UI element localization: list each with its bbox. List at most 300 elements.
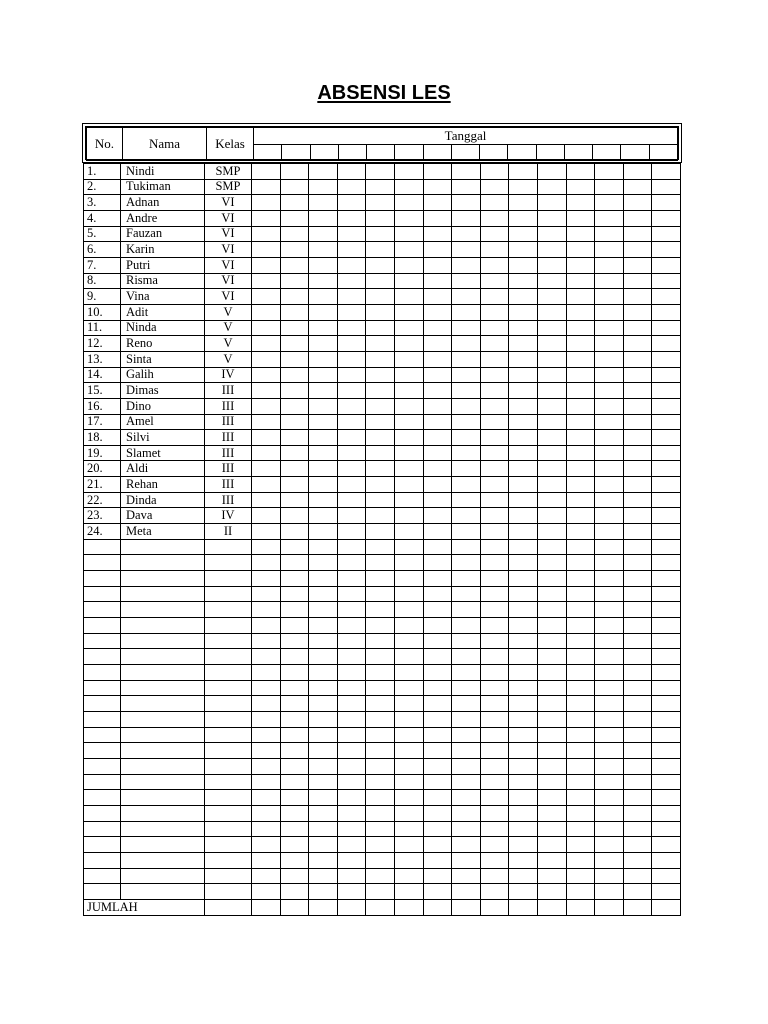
attendance-cell[interactable] bbox=[252, 618, 281, 634]
attendance-cell[interactable] bbox=[566, 242, 595, 258]
attendance-cell[interactable] bbox=[423, 696, 452, 712]
attendance-cell[interactable] bbox=[252, 242, 281, 258]
attendance-cell[interactable] bbox=[337, 680, 366, 696]
attendance-cell[interactable] bbox=[452, 226, 481, 242]
attendance-cell[interactable] bbox=[509, 257, 538, 273]
attendance-cell[interactable] bbox=[280, 461, 309, 477]
attendance-cell[interactable] bbox=[366, 336, 395, 352]
attendance-cell[interactable] bbox=[337, 257, 366, 273]
attendance-cell[interactable] bbox=[652, 210, 681, 226]
attendance-cell[interactable] bbox=[509, 508, 538, 524]
jumlah-cell[interactable] bbox=[337, 899, 366, 915]
attendance-cell[interactable] bbox=[509, 461, 538, 477]
attendance-cell[interactable] bbox=[652, 665, 681, 681]
attendance-cell[interactable] bbox=[309, 336, 338, 352]
attendance-cell[interactable] bbox=[252, 179, 281, 195]
attendance-cell[interactable] bbox=[509, 618, 538, 634]
attendance-cell[interactable] bbox=[394, 304, 423, 320]
attendance-cell[interactable] bbox=[623, 492, 652, 508]
attendance-cell[interactable] bbox=[623, 774, 652, 790]
attendance-cell[interactable] bbox=[537, 257, 566, 273]
attendance-cell[interactable] bbox=[566, 696, 595, 712]
attendance-cell[interactable] bbox=[537, 179, 566, 195]
attendance-cell[interactable] bbox=[252, 336, 281, 352]
attendance-cell[interactable] bbox=[252, 743, 281, 759]
attendance-cell[interactable] bbox=[452, 273, 481, 289]
attendance-cell[interactable] bbox=[423, 884, 452, 900]
attendance-cell[interactable] bbox=[366, 492, 395, 508]
attendance-cell[interactable] bbox=[309, 273, 338, 289]
attendance-cell[interactable] bbox=[394, 273, 423, 289]
attendance-cell[interactable] bbox=[252, 273, 281, 289]
attendance-cell[interactable] bbox=[537, 430, 566, 446]
attendance-cell[interactable] bbox=[452, 571, 481, 587]
attendance-cell[interactable] bbox=[595, 805, 624, 821]
attendance-cell[interactable] bbox=[452, 336, 481, 352]
attendance-cell[interactable] bbox=[623, 711, 652, 727]
attendance-cell[interactable] bbox=[366, 586, 395, 602]
attendance-cell[interactable] bbox=[509, 821, 538, 837]
attendance-cell[interactable] bbox=[509, 195, 538, 211]
attendance-cell[interactable] bbox=[452, 351, 481, 367]
attendance-cell[interactable] bbox=[394, 790, 423, 806]
attendance-cell[interactable] bbox=[652, 805, 681, 821]
attendance-cell[interactable] bbox=[480, 508, 509, 524]
jumlah-cell[interactable] bbox=[366, 899, 395, 915]
attendance-cell[interactable] bbox=[252, 790, 281, 806]
attendance-cell[interactable] bbox=[452, 210, 481, 226]
attendance-cell[interactable] bbox=[280, 226, 309, 242]
attendance-cell[interactable] bbox=[509, 665, 538, 681]
attendance-cell[interactable] bbox=[394, 758, 423, 774]
attendance-cell[interactable] bbox=[452, 242, 481, 258]
attendance-cell[interactable] bbox=[566, 273, 595, 289]
attendance-cell[interactable] bbox=[252, 461, 281, 477]
attendance-cell[interactable] bbox=[280, 696, 309, 712]
attendance-cell[interactable] bbox=[309, 430, 338, 446]
attendance-cell[interactable] bbox=[652, 852, 681, 868]
attendance-cell[interactable] bbox=[337, 195, 366, 211]
attendance-cell[interactable] bbox=[652, 696, 681, 712]
attendance-cell[interactable] bbox=[309, 586, 338, 602]
attendance-cell[interactable] bbox=[309, 680, 338, 696]
attendance-cell[interactable] bbox=[623, 445, 652, 461]
attendance-cell[interactable] bbox=[280, 805, 309, 821]
attendance-cell[interactable] bbox=[452, 304, 481, 320]
attendance-cell[interactable] bbox=[280, 571, 309, 587]
attendance-cell[interactable] bbox=[652, 618, 681, 634]
attendance-cell[interactable] bbox=[652, 586, 681, 602]
attendance-cell[interactable] bbox=[423, 508, 452, 524]
attendance-cell[interactable] bbox=[652, 289, 681, 305]
attendance-cell[interactable] bbox=[394, 398, 423, 414]
attendance-cell[interactable] bbox=[394, 586, 423, 602]
attendance-cell[interactable] bbox=[423, 492, 452, 508]
attendance-cell[interactable] bbox=[537, 790, 566, 806]
attendance-cell[interactable] bbox=[452, 680, 481, 696]
attendance-cell[interactable] bbox=[252, 852, 281, 868]
attendance-cell[interactable] bbox=[423, 602, 452, 618]
attendance-cell[interactable] bbox=[652, 273, 681, 289]
attendance-cell[interactable] bbox=[366, 367, 395, 383]
attendance-cell[interactable] bbox=[509, 649, 538, 665]
attendance-cell[interactable] bbox=[652, 884, 681, 900]
attendance-cell[interactable] bbox=[423, 383, 452, 399]
attendance-cell[interactable] bbox=[309, 257, 338, 273]
attendance-cell[interactable] bbox=[337, 524, 366, 540]
attendance-cell[interactable] bbox=[623, 790, 652, 806]
attendance-cell[interactable] bbox=[394, 336, 423, 352]
attendance-cell[interactable] bbox=[537, 195, 566, 211]
attendance-cell[interactable] bbox=[509, 289, 538, 305]
attendance-cell[interactable] bbox=[509, 164, 538, 180]
attendance-cell[interactable] bbox=[652, 320, 681, 336]
attendance-cell[interactable] bbox=[480, 445, 509, 461]
attendance-cell[interactable] bbox=[595, 539, 624, 555]
attendance-cell[interactable] bbox=[280, 758, 309, 774]
attendance-cell[interactable] bbox=[337, 508, 366, 524]
attendance-cell[interactable] bbox=[566, 555, 595, 571]
attendance-cell[interactable] bbox=[452, 398, 481, 414]
attendance-cell[interactable] bbox=[652, 492, 681, 508]
attendance-cell[interactable] bbox=[595, 680, 624, 696]
attendance-cell[interactable] bbox=[337, 649, 366, 665]
attendance-cell[interactable] bbox=[423, 571, 452, 587]
attendance-cell[interactable] bbox=[337, 743, 366, 759]
attendance-cell[interactable] bbox=[623, 430, 652, 446]
attendance-cell[interactable] bbox=[452, 821, 481, 837]
attendance-cell[interactable] bbox=[480, 210, 509, 226]
attendance-cell[interactable] bbox=[595, 555, 624, 571]
attendance-cell[interactable] bbox=[366, 618, 395, 634]
attendance-cell[interactable] bbox=[366, 320, 395, 336]
attendance-cell[interactable] bbox=[566, 758, 595, 774]
attendance-cell[interactable] bbox=[337, 821, 366, 837]
attendance-cell[interactable] bbox=[366, 633, 395, 649]
attendance-cell[interactable] bbox=[595, 336, 624, 352]
attendance-cell[interactable] bbox=[423, 414, 452, 430]
attendance-cell[interactable] bbox=[337, 414, 366, 430]
jumlah-cell[interactable] bbox=[280, 899, 309, 915]
attendance-cell[interactable] bbox=[623, 555, 652, 571]
attendance-cell[interactable] bbox=[452, 727, 481, 743]
attendance-cell[interactable] bbox=[509, 790, 538, 806]
attendance-cell[interactable] bbox=[309, 821, 338, 837]
attendance-cell[interactable] bbox=[366, 179, 395, 195]
attendance-cell[interactable] bbox=[566, 711, 595, 727]
attendance-cell[interactable] bbox=[537, 398, 566, 414]
attendance-cell[interactable] bbox=[366, 852, 395, 868]
attendance-cell[interactable] bbox=[309, 477, 338, 493]
attendance-cell[interactable] bbox=[566, 524, 595, 540]
attendance-cell[interactable] bbox=[366, 164, 395, 180]
attendance-cell[interactable] bbox=[480, 367, 509, 383]
attendance-cell[interactable] bbox=[309, 805, 338, 821]
attendance-cell[interactable] bbox=[252, 351, 281, 367]
attendance-cell[interactable] bbox=[452, 555, 481, 571]
attendance-cell[interactable] bbox=[252, 868, 281, 884]
attendance-cell[interactable] bbox=[394, 633, 423, 649]
attendance-cell[interactable] bbox=[537, 837, 566, 853]
attendance-cell[interactable] bbox=[366, 414, 395, 430]
attendance-cell[interactable] bbox=[623, 164, 652, 180]
attendance-cell[interactable] bbox=[537, 649, 566, 665]
attendance-cell[interactable] bbox=[480, 289, 509, 305]
attendance-cell[interactable] bbox=[623, 320, 652, 336]
attendance-cell[interactable] bbox=[280, 665, 309, 681]
attendance-cell[interactable] bbox=[423, 539, 452, 555]
attendance-cell[interactable] bbox=[452, 257, 481, 273]
attendance-cell[interactable] bbox=[280, 884, 309, 900]
attendance-cell[interactable] bbox=[452, 837, 481, 853]
attendance-cell[interactable] bbox=[280, 492, 309, 508]
attendance-cell[interactable] bbox=[452, 164, 481, 180]
attendance-cell[interactable] bbox=[623, 226, 652, 242]
attendance-cell[interactable] bbox=[337, 790, 366, 806]
attendance-cell[interactable] bbox=[623, 383, 652, 399]
attendance-cell[interactable] bbox=[566, 383, 595, 399]
attendance-cell[interactable] bbox=[452, 868, 481, 884]
attendance-cell[interactable] bbox=[423, 727, 452, 743]
jumlah-cell[interactable] bbox=[623, 899, 652, 915]
attendance-cell[interactable] bbox=[623, 837, 652, 853]
attendance-cell[interactable] bbox=[337, 430, 366, 446]
attendance-cell[interactable] bbox=[509, 304, 538, 320]
attendance-cell[interactable] bbox=[509, 398, 538, 414]
attendance-cell[interactable] bbox=[566, 837, 595, 853]
attendance-cell[interactable] bbox=[480, 524, 509, 540]
attendance-cell[interactable] bbox=[452, 586, 481, 602]
attendance-cell[interactable] bbox=[423, 852, 452, 868]
attendance-cell[interactable] bbox=[452, 367, 481, 383]
attendance-cell[interactable] bbox=[595, 649, 624, 665]
attendance-cell[interactable] bbox=[280, 336, 309, 352]
attendance-cell[interactable] bbox=[537, 868, 566, 884]
attendance-cell[interactable] bbox=[366, 524, 395, 540]
attendance-cell[interactable] bbox=[309, 539, 338, 555]
attendance-cell[interactable] bbox=[480, 665, 509, 681]
attendance-cell[interactable] bbox=[423, 179, 452, 195]
attendance-cell[interactable] bbox=[309, 508, 338, 524]
attendance-cell[interactable] bbox=[252, 304, 281, 320]
attendance-cell[interactable] bbox=[366, 226, 395, 242]
attendance-cell[interactable] bbox=[280, 524, 309, 540]
attendance-cell[interactable] bbox=[595, 774, 624, 790]
attendance-cell[interactable] bbox=[652, 868, 681, 884]
attendance-cell[interactable] bbox=[509, 711, 538, 727]
attendance-cell[interactable] bbox=[623, 618, 652, 634]
attendance-cell[interactable] bbox=[366, 774, 395, 790]
attendance-cell[interactable] bbox=[452, 618, 481, 634]
attendance-cell[interactable] bbox=[652, 758, 681, 774]
attendance-cell[interactable] bbox=[480, 336, 509, 352]
attendance-cell[interactable] bbox=[509, 414, 538, 430]
attendance-cell[interactable] bbox=[252, 477, 281, 493]
attendance-cell[interactable] bbox=[509, 367, 538, 383]
attendance-cell[interactable] bbox=[394, 461, 423, 477]
attendance-cell[interactable] bbox=[566, 884, 595, 900]
attendance-cell[interactable] bbox=[337, 539, 366, 555]
attendance-cell[interactable] bbox=[309, 195, 338, 211]
attendance-cell[interactable] bbox=[537, 524, 566, 540]
attendance-cell[interactable] bbox=[652, 680, 681, 696]
attendance-cell[interactable] bbox=[537, 508, 566, 524]
attendance-cell[interactable] bbox=[652, 336, 681, 352]
attendance-cell[interactable] bbox=[566, 257, 595, 273]
attendance-cell[interactable] bbox=[280, 633, 309, 649]
attendance-cell[interactable] bbox=[366, 430, 395, 446]
attendance-cell[interactable] bbox=[423, 790, 452, 806]
attendance-cell[interactable] bbox=[252, 524, 281, 540]
attendance-cell[interactable] bbox=[566, 649, 595, 665]
attendance-cell[interactable] bbox=[652, 226, 681, 242]
attendance-cell[interactable] bbox=[309, 492, 338, 508]
attendance-cell[interactable] bbox=[566, 320, 595, 336]
attendance-cell[interactable] bbox=[623, 398, 652, 414]
attendance-cell[interactable] bbox=[537, 884, 566, 900]
attendance-cell[interactable] bbox=[595, 665, 624, 681]
attendance-cell[interactable] bbox=[309, 665, 338, 681]
attendance-cell[interactable] bbox=[480, 242, 509, 258]
attendance-cell[interactable] bbox=[480, 304, 509, 320]
attendance-cell[interactable] bbox=[309, 289, 338, 305]
attendance-cell[interactable] bbox=[652, 164, 681, 180]
attendance-cell[interactable] bbox=[280, 164, 309, 180]
attendance-cell[interactable] bbox=[509, 805, 538, 821]
attendance-cell[interactable] bbox=[394, 508, 423, 524]
attendance-cell[interactable] bbox=[366, 539, 395, 555]
attendance-cell[interactable] bbox=[623, 257, 652, 273]
attendance-cell[interactable] bbox=[595, 618, 624, 634]
attendance-cell[interactable] bbox=[537, 336, 566, 352]
attendance-cell[interactable] bbox=[480, 273, 509, 289]
attendance-cell[interactable] bbox=[337, 492, 366, 508]
attendance-cell[interactable] bbox=[595, 602, 624, 618]
attendance-cell[interactable] bbox=[252, 210, 281, 226]
jumlah-cell[interactable] bbox=[480, 899, 509, 915]
attendance-cell[interactable] bbox=[394, 210, 423, 226]
attendance-cell[interactable] bbox=[252, 805, 281, 821]
attendance-cell[interactable] bbox=[595, 304, 624, 320]
attendance-cell[interactable] bbox=[423, 461, 452, 477]
attendance-cell[interactable] bbox=[423, 304, 452, 320]
attendance-cell[interactable] bbox=[252, 633, 281, 649]
attendance-cell[interactable] bbox=[623, 633, 652, 649]
attendance-cell[interactable] bbox=[394, 618, 423, 634]
attendance-cell[interactable] bbox=[366, 680, 395, 696]
attendance-cell[interactable] bbox=[309, 868, 338, 884]
attendance-cell[interactable] bbox=[366, 445, 395, 461]
attendance-cell[interactable] bbox=[595, 837, 624, 853]
attendance-cell[interactable] bbox=[537, 743, 566, 759]
attendance-cell[interactable] bbox=[423, 868, 452, 884]
attendance-cell[interactable] bbox=[394, 711, 423, 727]
attendance-cell[interactable] bbox=[623, 539, 652, 555]
attendance-cell[interactable] bbox=[337, 383, 366, 399]
attendance-cell[interactable] bbox=[252, 696, 281, 712]
attendance-cell[interactable] bbox=[280, 649, 309, 665]
attendance-cell[interactable] bbox=[595, 383, 624, 399]
attendance-cell[interactable] bbox=[366, 696, 395, 712]
attendance-cell[interactable] bbox=[423, 524, 452, 540]
attendance-cell[interactable] bbox=[394, 852, 423, 868]
attendance-cell[interactable] bbox=[366, 210, 395, 226]
jumlah-cell[interactable] bbox=[566, 899, 595, 915]
attendance-cell[interactable] bbox=[509, 210, 538, 226]
attendance-cell[interactable] bbox=[537, 320, 566, 336]
attendance-cell[interactable] bbox=[652, 711, 681, 727]
attendance-cell[interactable] bbox=[280, 508, 309, 524]
attendance-cell[interactable] bbox=[595, 461, 624, 477]
attendance-cell[interactable] bbox=[423, 398, 452, 414]
attendance-cell[interactable] bbox=[337, 210, 366, 226]
attendance-cell[interactable] bbox=[537, 805, 566, 821]
attendance-cell[interactable] bbox=[252, 649, 281, 665]
attendance-cell[interactable] bbox=[537, 633, 566, 649]
attendance-cell[interactable] bbox=[480, 226, 509, 242]
attendance-cell[interactable] bbox=[480, 164, 509, 180]
attendance-cell[interactable] bbox=[366, 304, 395, 320]
attendance-cell[interactable] bbox=[252, 586, 281, 602]
attendance-cell[interactable] bbox=[366, 289, 395, 305]
attendance-cell[interactable] bbox=[394, 727, 423, 743]
attendance-cell[interactable] bbox=[452, 195, 481, 211]
attendance-cell[interactable] bbox=[280, 790, 309, 806]
attendance-cell[interactable] bbox=[423, 242, 452, 258]
attendance-cell[interactable] bbox=[337, 351, 366, 367]
attendance-cell[interactable] bbox=[337, 461, 366, 477]
attendance-cell[interactable] bbox=[394, 524, 423, 540]
jumlah-cell[interactable] bbox=[309, 899, 338, 915]
attendance-cell[interactable] bbox=[509, 242, 538, 258]
attendance-cell[interactable] bbox=[480, 398, 509, 414]
attendance-cell[interactable] bbox=[623, 242, 652, 258]
attendance-cell[interactable] bbox=[480, 837, 509, 853]
attendance-cell[interactable] bbox=[394, 414, 423, 430]
attendance-cell[interactable] bbox=[452, 461, 481, 477]
attendance-cell[interactable] bbox=[509, 477, 538, 493]
attendance-cell[interactable] bbox=[595, 727, 624, 743]
attendance-cell[interactable] bbox=[652, 571, 681, 587]
attendance-cell[interactable] bbox=[566, 336, 595, 352]
attendance-cell[interactable] bbox=[366, 571, 395, 587]
attendance-cell[interactable] bbox=[452, 445, 481, 461]
attendance-cell[interactable] bbox=[337, 805, 366, 821]
attendance-cell[interactable] bbox=[280, 351, 309, 367]
attendance-cell[interactable] bbox=[280, 289, 309, 305]
attendance-cell[interactable] bbox=[337, 884, 366, 900]
attendance-cell[interactable] bbox=[309, 884, 338, 900]
attendance-cell[interactable] bbox=[652, 790, 681, 806]
attendance-cell[interactable] bbox=[623, 727, 652, 743]
attendance-cell[interactable] bbox=[366, 351, 395, 367]
attendance-cell[interactable] bbox=[423, 821, 452, 837]
attendance-cell[interactable] bbox=[509, 727, 538, 743]
attendance-cell[interactable] bbox=[452, 414, 481, 430]
attendance-cell[interactable] bbox=[394, 696, 423, 712]
attendance-cell[interactable] bbox=[309, 383, 338, 399]
attendance-cell[interactable] bbox=[623, 210, 652, 226]
attendance-cell[interactable] bbox=[537, 774, 566, 790]
attendance-cell[interactable] bbox=[623, 367, 652, 383]
attendance-cell[interactable] bbox=[394, 445, 423, 461]
attendance-cell[interactable] bbox=[280, 821, 309, 837]
attendance-cell[interactable] bbox=[252, 758, 281, 774]
attendance-cell[interactable] bbox=[566, 602, 595, 618]
attendance-cell[interactable] bbox=[252, 711, 281, 727]
attendance-cell[interactable] bbox=[337, 758, 366, 774]
attendance-cell[interactable] bbox=[623, 414, 652, 430]
